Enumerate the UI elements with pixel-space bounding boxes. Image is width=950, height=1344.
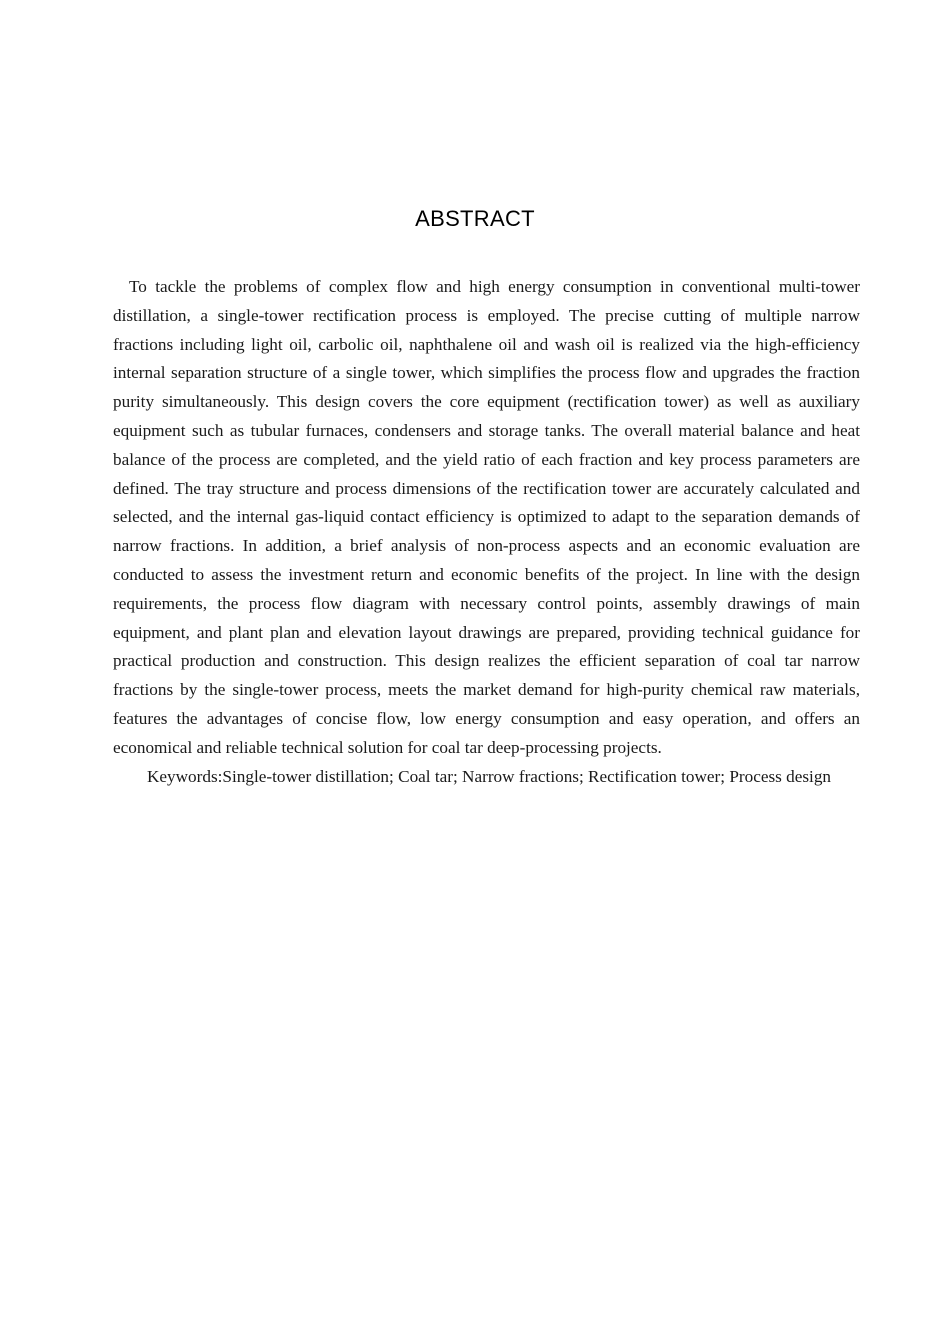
abstract-paragraph: To tackle the problems of complex flow and high energy consumption in conventional multi-tower distillation, a single-tower rectification process is employed. The precise cutting of multiple narrow fractions including light oil, carbolic oil, naphthalene oil and wash oil is realized via the high-efficiency internal separation structure of a single tower, which simplifies the process flow and upgrades the fraction purity simultaneously. This design covers the core equipment (rectification tower) as well as auxiliary equipment such as tubular furnaces, condensers and storage tanks. The overall material balance and heat balance of the process are completed, and the yield ratio of each fraction and key process parameters are defined. The tray structure and process dimensions of the rectification tower are accurately calculated and selected, and the internal gas-liquid contact efficiency is optimized to adapt to the separation demands of narrow fractions. In addition, a brief analysis of non-process aspects and an economic evaluation are conducted to assess the investment return and economic benefits of the project. In line with the design requirements, the process flow diagram with necessary control points, assembly drawings of main equipment, and plant plan and elevation layout drawings are prepared, providing technical guidance for practical production and construction. This design realizes the efficient separation of coal tar narrow fractions by the single-tower process, meets the market demand for high-purity chemical raw materials, features the advantages of concise flow, low energy consumption and easy operation, and offers an economical and reliable technical solution for coal tar deep-processing projects.: [113, 277, 860, 757]
abstract-body: [113, 273, 860, 791]
keywords-paragraph: Keywords:Single-tower distillation; Coal tar; Narrow fractions; Rectification tower; Process design: [147, 766, 832, 786]
abstract-title: ABSTRACT: [415, 206, 535, 231]
